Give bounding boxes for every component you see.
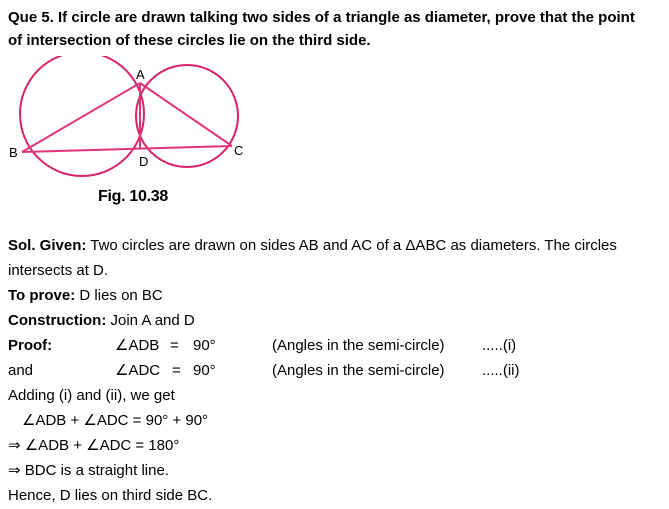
proof-row1-angle: ∠ADB — [115, 337, 160, 354]
conclusion-line: Hence, D lies on third side BC. — [8, 487, 213, 504]
construction-label: Construction: — [8, 312, 107, 329]
label-a: A — [136, 67, 145, 82]
proof-row2-eq: = — [172, 362, 181, 379]
label-c: C — [234, 143, 244, 158]
proof-row1-eq: = — [170, 337, 179, 354]
question-line-2: of intersection of these circles lie on the third side. — [8, 32, 371, 49]
step-3: ⇒ BDC is a straight line. — [8, 462, 169, 479]
given-label: Sol. Given: — [8, 237, 87, 254]
label-d: D — [139, 154, 149, 169]
proof-row2-ref: .....(ii) — [482, 362, 520, 379]
proof-row2-lead: and — [8, 362, 34, 379]
construction-line — [8, 309, 195, 333]
label-b: B — [9, 145, 18, 160]
proof-row2-reason: (Angles in the semi-circle) — [272, 362, 445, 379]
proof-row1-reason: (Angles in the semi-circle) — [272, 337, 445, 354]
proof-row2-value: 90° — [193, 362, 216, 379]
construction-text: Join A and D — [106, 312, 195, 329]
side-ac — [140, 83, 232, 146]
proof-row1-value: 90° — [193, 337, 216, 354]
step-2: ⇒ ∠ADB + ∠ADC = 180° — [8, 437, 180, 454]
to-prove-label: To prove: — [8, 287, 76, 304]
proof-row1-ref: .....(i) — [482, 337, 517, 354]
given-line-2: intersects at D. — [8, 262, 109, 279]
question-line-1: Que 5. If circle are drawn talking two sides of a triangle as diameter, prove that the point — [8, 9, 635, 26]
to-prove-text: D lies on BC — [75, 287, 163, 304]
step-1: ∠ADB + ∠ADC = 90° + 90° — [22, 412, 209, 429]
given-text: Two circles are drawn on sides AB and AC of a ΔABC as diameters. The circles — [86, 237, 617, 254]
proof-row2-angle: ∠ADC — [115, 362, 161, 379]
given-line-1 — [8, 234, 617, 258]
to-prove-line — [8, 284, 163, 308]
side-bc — [22, 146, 232, 152]
figure-caption: Fig. 10.38 — [98, 188, 168, 205]
adding-line: Adding (i) and (ii), we get — [8, 387, 175, 404]
side-ab — [22, 83, 140, 152]
proof-label: Proof: — [8, 337, 53, 354]
